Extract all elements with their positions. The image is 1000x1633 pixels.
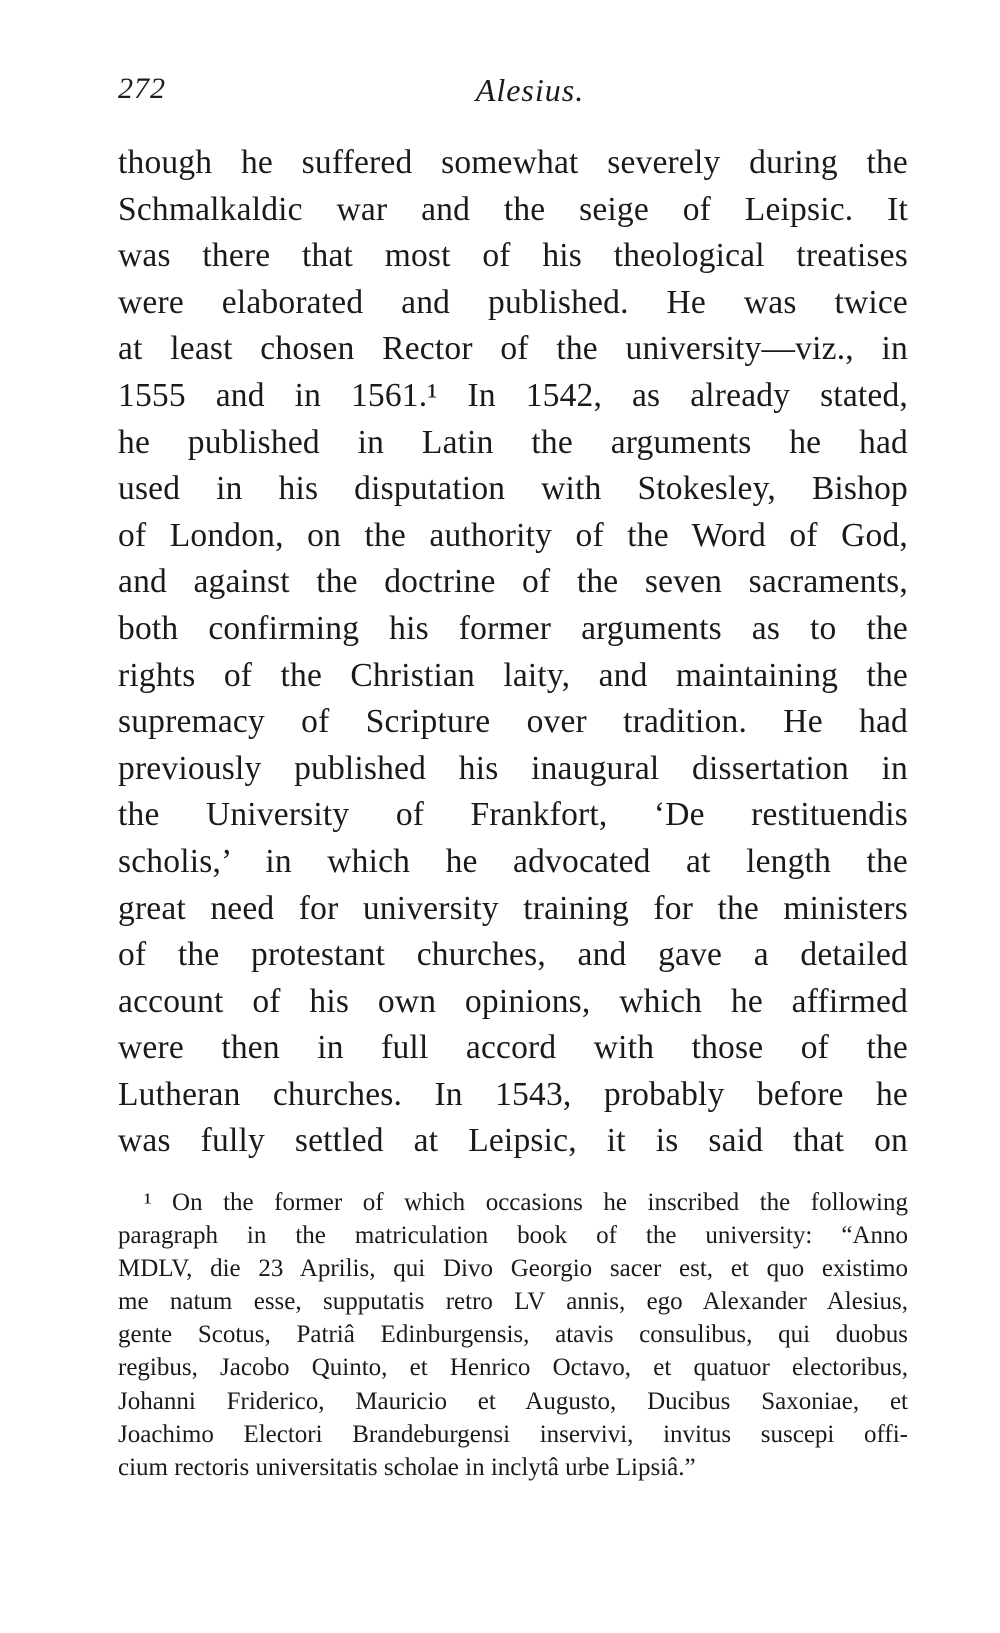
running-title: Alesius. <box>475 72 585 108</box>
body-line: supremacy of Scripture over tradition. He had <box>118 703 908 741</box>
body-line: was fully settled at Leipsic, it is said that on <box>118 1122 908 1160</box>
body-line: Lutheran churches. In 1543, probably before he <box>118 1075 908 1113</box>
body-line: of the protestant churches, and gave a detailed <box>118 936 908 974</box>
body-line: were elaborated and published. He was twice <box>118 283 908 321</box>
footnote-line: gente Scotus, Patriâ Edinburgensis, atavis consulibus, qui duobus <box>118 1321 908 1349</box>
body-line: used in his disputation with Stokesley, Bishop <box>118 470 908 508</box>
page-number: 272 <box>118 72 166 105</box>
footnote-line: Johanni Friderico, Mauricio et Augusto, Ducibus Saxoniae, et <box>118 1387 908 1415</box>
footnote-line: Joachimo Electori Brandeburgensi inservivi, invitus suscepi offi- <box>118 1420 908 1448</box>
body-line: great need for university training for the ministers <box>118 889 908 927</box>
body-line: was there that most of his theological treatises <box>118 237 908 275</box>
footnote-line: me natum esse, supputatis retro LV annis, ego Alexander Alesius, <box>118 1288 908 1316</box>
body-line: the University of Frankfort, ‘De restituendis <box>118 796 908 834</box>
body-line: 1555 and in 1561.¹ In 1542, as already stated, <box>118 376 908 414</box>
body-line: Schmalkaldic war and the seige of Leipsic. It <box>118 190 908 228</box>
body-line: he published in Latin the arguments he had <box>118 423 908 461</box>
body-line: and against the doctrine of the seven sacraments, <box>118 563 908 601</box>
body-line: though he suffered somewhat severely during the <box>118 144 908 181</box>
footnote-line: regibus, Jacobo Quinto, et Henrico Octavo, et quatuor electoribus, <box>118 1354 908 1382</box>
footnote-line: paragraph in the matriculation book of the university: “Anno <box>118 1222 908 1250</box>
footnote-line: cium rectoris universitatis scholae in inclytâ urbe Lipsiâ.” <box>118 1453 696 1481</box>
body-text <box>118 140 908 1165</box>
body-line: were then in full accord with those of the <box>118 1029 908 1067</box>
body-line: rights of the Christian laity, and maintaining the <box>118 656 908 694</box>
footnote-line: MDLV, die 23 Aprilis, qui Divo Georgio sacer est, et quo existimo <box>118 1255 908 1283</box>
footnote-line: ¹ On the former of which occasions he inscribed the following <box>144 1189 908 1216</box>
body-line: at least chosen Rector of the university—viz., in <box>118 330 908 368</box>
body-line: both confirming his former arguments as to the <box>118 609 908 647</box>
body-line: account of his own opinions, which he affirmed <box>118 982 908 1020</box>
body-line: of London, on the authority of the Word of God, <box>118 516 908 554</box>
body-line: previously published his inaugural dissertation in <box>118 749 908 787</box>
body-line: scholis,’ in which he advocated at length the <box>118 842 908 880</box>
footnote <box>118 1186 908 1484</box>
